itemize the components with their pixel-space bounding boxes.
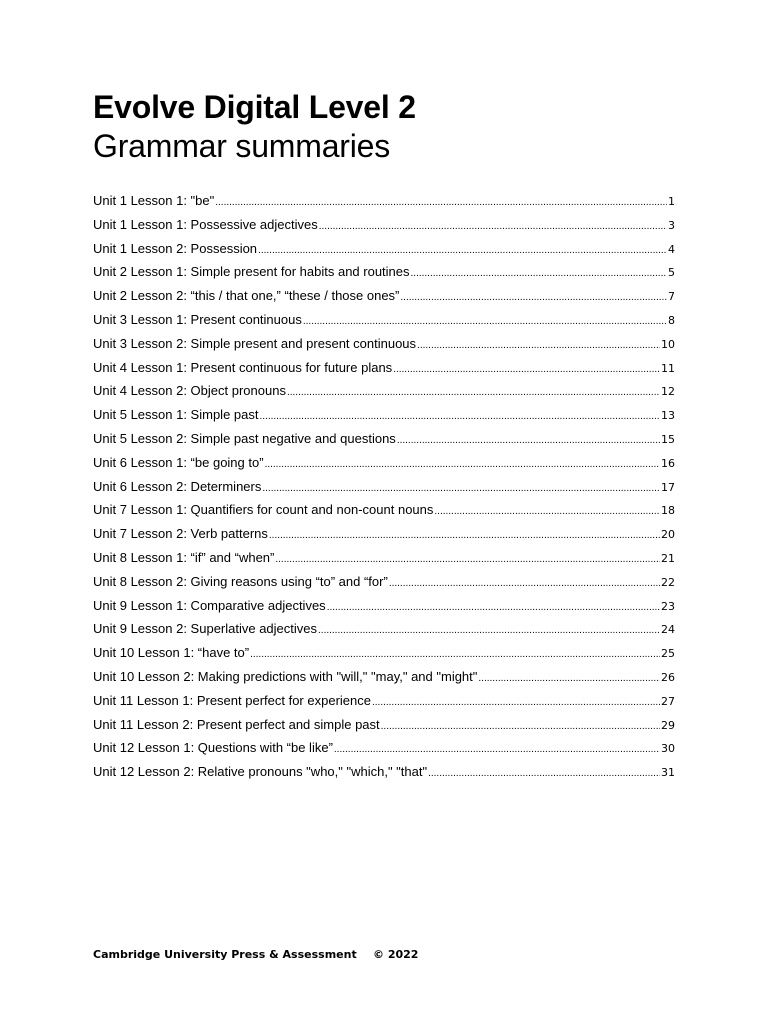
toc-entry[interactable]: [93, 475, 675, 499]
toc-dot-leader: [334, 738, 660, 760]
toc-dot-leader: [397, 429, 660, 451]
toc-entry-label: Unit 12 Lesson 2: Relative pronouns "who," "which," "that": [93, 764, 428, 780]
toc-dot-leader: [400, 286, 667, 308]
toc-dot-leader: [318, 619, 660, 641]
toc-dot-leader: [428, 762, 660, 784]
toc-entry[interactable]: [93, 736, 675, 760]
toc-dot-leader: [258, 239, 667, 261]
toc-entry-page-number: 18: [661, 504, 675, 518]
table-of-contents: [93, 189, 675, 784]
toc-dot-leader: [319, 215, 667, 237]
toc-entry[interactable]: [93, 284, 675, 308]
toc-dot-leader: [372, 691, 660, 713]
toc-entry[interactable]: [93, 451, 675, 475]
toc-entry-page-number: 15: [661, 432, 675, 446]
toc-entry[interactable]: [93, 713, 675, 737]
toc-entry[interactable]: [93, 546, 675, 570]
footer-publisher: Cambridge University Press & Assessment: [93, 948, 357, 961]
toc-entry-label: Unit 4 Lesson 1: Present continuous for future plans: [93, 359, 393, 375]
toc-entry-page-number: 16: [661, 456, 675, 470]
toc-entry-page-number: 30: [661, 742, 675, 756]
toc-entry-label: Unit 8 Lesson 1: “if” and “when”: [93, 549, 275, 565]
toc-entry-label: Unit 5 Lesson 2: Simple past negative and questions: [93, 430, 396, 446]
toc-entry-label: Unit 9 Lesson 1: Comparative adjectives: [93, 597, 326, 613]
toc-entry-page-number: 31: [661, 766, 675, 780]
toc-entry-label: Unit 7 Lesson 1: Quantifiers for count and non-count nouns: [93, 502, 434, 518]
toc-entry-page-number: 24: [661, 623, 675, 637]
toc-entry-label: Unit 1 Lesson 1: Possessive adjectives: [93, 216, 318, 232]
toc-entry[interactable]: [93, 760, 675, 784]
toc-entry-label: Unit 11 Lesson 1: Present perfect for experience: [93, 692, 371, 708]
toc-entry[interactable]: [93, 665, 675, 689]
toc-entry[interactable]: [93, 522, 675, 546]
toc-entry-label: Unit 8 Lesson 2: Giving reasons using “to” and “for”: [93, 573, 388, 589]
toc-dot-leader: [434, 500, 660, 522]
toc-entry-label: Unit 5 Lesson 1: Simple past: [93, 407, 259, 423]
toc-entry[interactable]: [93, 332, 675, 356]
toc-dot-leader: [327, 596, 660, 618]
toc-entry-page-number: 21: [661, 551, 675, 565]
toc-entry-label: Unit 7 Lesson 2: Verb patterns: [93, 526, 268, 542]
toc-entry-page-number: 5: [668, 266, 675, 280]
toc-entry-page-number: 13: [661, 409, 675, 423]
toc-entry-page-number: 1: [668, 195, 675, 208]
toc-entry-page-number: 25: [661, 647, 675, 661]
document-subtitle: Grammar summaries: [93, 128, 391, 164]
toc-entry-label: Unit 12 Lesson 1: Questions with “be like”: [93, 740, 333, 756]
toc-entry-label: Unit 1 Lesson 1: "be": [93, 193, 215, 208]
toc-entry-page-number: 11: [661, 361, 675, 375]
toc-entry-label: Unit 2 Lesson 1: Simple present for habits and routines: [93, 264, 410, 280]
toc-entry[interactable]: [93, 641, 675, 665]
toc-entry[interactable]: [93, 379, 675, 403]
toc-entry-label: Unit 10 Lesson 1: “have to”: [93, 645, 250, 661]
toc-entry-page-number: 23: [661, 599, 675, 613]
toc-entry-page-number: 3: [668, 218, 675, 232]
toc-entry-label: Unit 11 Lesson 2: Present perfect and simple past: [93, 716, 380, 732]
toc-entry-page-number: 12: [661, 385, 675, 399]
toc-entry-label: Unit 10 Lesson 2: Making predictions with "will," "may," and "might": [93, 668, 478, 684]
toc-dot-leader: [250, 643, 660, 665]
toc-dot-leader: [389, 572, 660, 594]
toc-entry[interactable]: [93, 689, 675, 713]
toc-entry-page-number: 26: [661, 670, 675, 684]
toc-entry[interactable]: [93, 308, 675, 332]
toc-entry-label: Unit 2 Lesson 2: “this / that one,” “these / those ones”: [93, 288, 400, 304]
toc-entry-label: Unit 9 Lesson 2: Superlative adjectives: [93, 621, 318, 637]
toc-entry-page-number: 20: [661, 528, 675, 542]
toc-entry-page-number: 22: [661, 575, 675, 589]
toc-dot-leader: [303, 310, 667, 332]
toc-entry[interactable]: [93, 260, 675, 284]
toc-entry-page-number: 4: [668, 242, 675, 256]
toc-dot-leader: [262, 477, 660, 499]
toc-dot-leader: [417, 334, 660, 356]
toc-entry[interactable]: [93, 189, 675, 213]
toc-dot-leader: [287, 381, 660, 403]
toc-entry-page-number: 17: [661, 480, 675, 494]
toc-dot-leader: [259, 405, 660, 427]
toc-entry-label: Unit 3 Lesson 2: Simple present and present continuous: [93, 335, 417, 351]
toc-entry-label: Unit 6 Lesson 1: “be going to”: [93, 454, 264, 470]
toc-dot-leader: [478, 667, 660, 689]
toc-entry[interactable]: [93, 617, 675, 641]
toc-entry[interactable]: [93, 427, 675, 451]
toc-entry[interactable]: [93, 213, 675, 237]
toc-dot-leader: [275, 548, 660, 570]
toc-entry-page-number: 8: [668, 313, 675, 327]
toc-entry-page-number: 29: [661, 718, 675, 732]
toc-entry-page-number: 27: [661, 694, 675, 708]
toc-entry[interactable]: [93, 237, 675, 261]
toc-entry[interactable]: [93, 594, 675, 618]
toc-dot-leader: [265, 453, 660, 475]
toc-entry-label: Unit 6 Lesson 2: Determiners: [93, 478, 262, 494]
toc-dot-leader: [393, 358, 660, 380]
toc-entry-page-number: 7: [668, 290, 675, 304]
toc-entry[interactable]: [93, 498, 675, 522]
toc-dot-leader: [215, 191, 667, 213]
toc-entry-label: Unit 1 Lesson 2: Possession: [93, 240, 258, 256]
toc-entry[interactable]: [93, 570, 675, 594]
toc-entry-page-number: 10: [661, 337, 675, 351]
document-title: Evolve Digital Level 2: [93, 89, 416, 125]
toc-dot-leader: [411, 262, 667, 284]
toc-dot-leader: [381, 715, 660, 737]
toc-dot-leader: [269, 524, 660, 546]
toc-entry[interactable]: [93, 403, 675, 427]
toc-entry-label: Unit 3 Lesson 1: Present continuous: [93, 311, 302, 327]
footer-copyright: © 2022: [373, 948, 419, 961]
toc-entry-label: Unit 4 Lesson 2: Object pronouns: [93, 383, 286, 399]
toc-entry[interactable]: [93, 356, 675, 380]
